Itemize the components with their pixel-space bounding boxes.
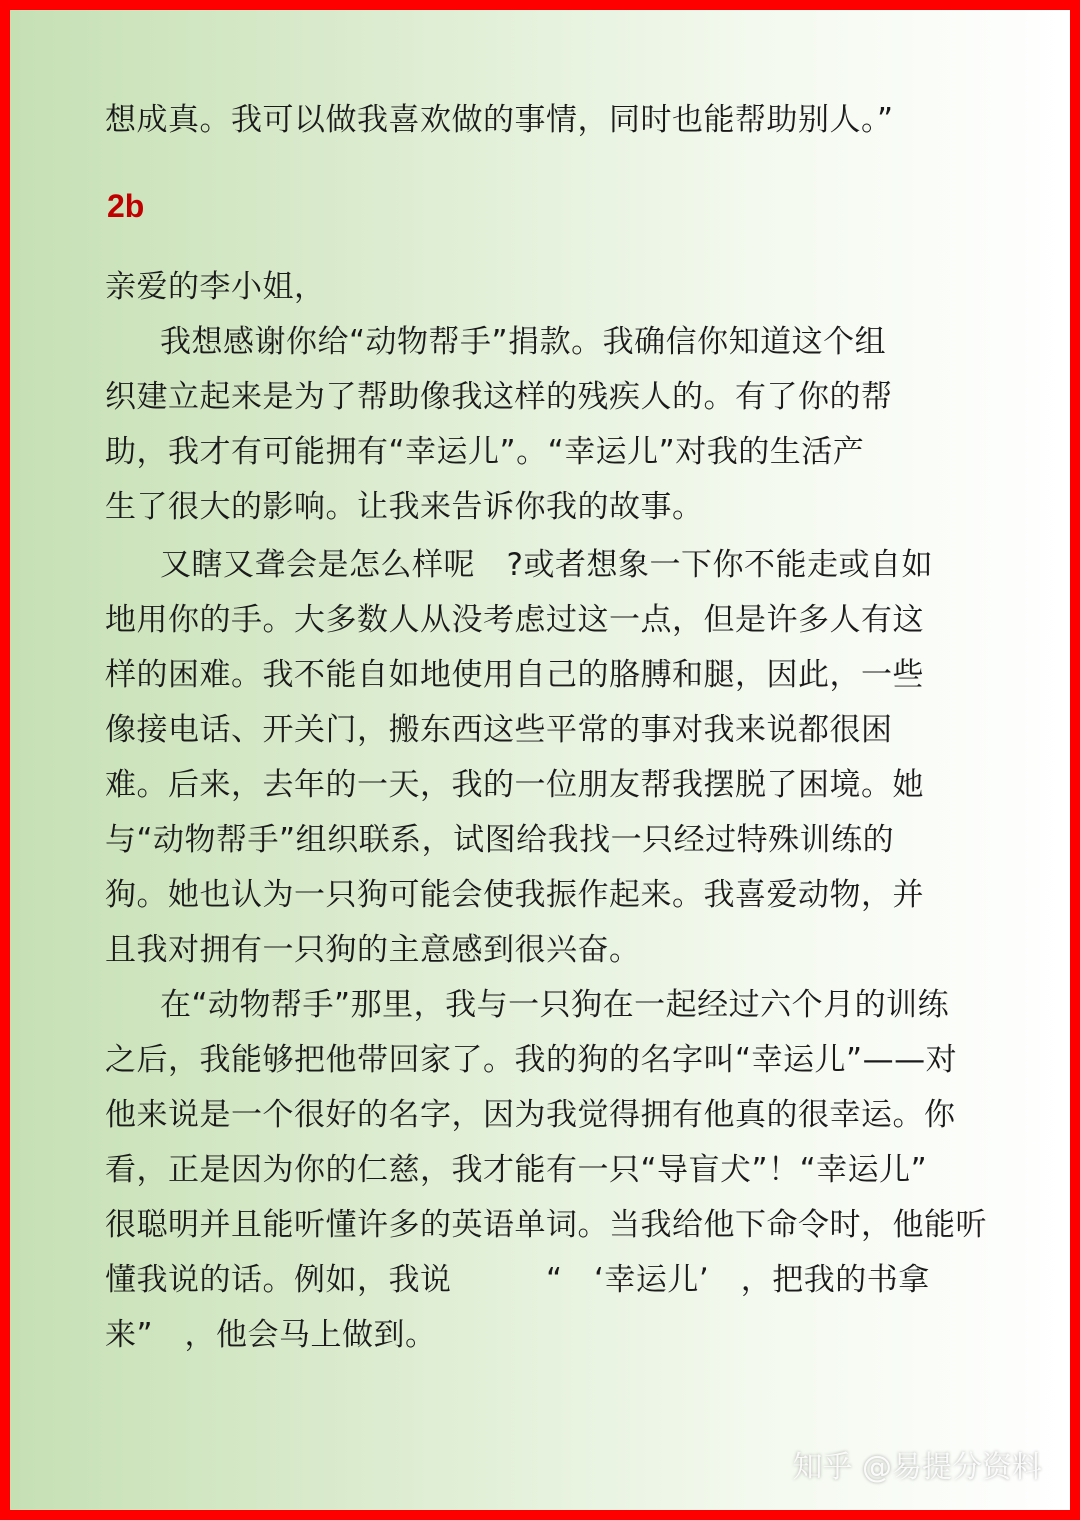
paragraph-line: 他来说是一个很好的名字，因为我觉得拥有他真的很幸运。你 bbox=[105, 1097, 956, 1133]
paragraph-line: 难。后来，去年的一天，我的一位朋友帮我摆脱了困境。她 bbox=[105, 767, 924, 803]
letter-salutation: 亲爱的李小姐， bbox=[105, 269, 326, 305]
zhihu-watermark: 知乎 @易提分资料 bbox=[792, 1450, 1042, 1485]
paragraph-line: 与“动物帮手”组织联系，试图给我找一只经过特殊训练的 bbox=[105, 822, 895, 858]
paragraph-line: 来” ，他会马上做到。 bbox=[105, 1317, 437, 1353]
paragraph-line: 狗。她也认为一只狗可能会使我振作起来。我喜爱动物，并 bbox=[105, 877, 924, 913]
section-heading: 2b bbox=[107, 188, 145, 224]
paragraph-line: 织建立起来是为了帮助像我这样的残疾人的。有了你的帮 bbox=[105, 379, 893, 415]
paragraph-line: 且我对拥有一只狗的主意感到很兴奋。 bbox=[105, 932, 641, 968]
paragraph-line: 生了很大的影响。让我来告诉你我的故事。 bbox=[105, 489, 704, 525]
paragraph-line: 助，我才有可能拥有“幸运儿”。“幸运儿”对我的生活产 bbox=[105, 434, 865, 470]
paragraph-line: 懂我说的话。例如，我说 “ ‘幸运儿’ ，把我的书拿 bbox=[105, 1262, 930, 1298]
paragraph-line: 之后，我能够把他带回家了。我的狗的名字叫“幸运儿”——对 bbox=[105, 1042, 958, 1078]
intro-line: 想成真。我可以做我喜欢做的事情，同时也能帮助别人。” bbox=[105, 102, 894, 138]
paragraph-line: 像接电话、开关门，搬东西这些平常的事对我来说都很困 bbox=[105, 712, 893, 748]
paragraph-line: 又瞎又聋会是怎么样呢 ?或者想象一下你不能走或自如 bbox=[160, 547, 933, 583]
paragraph-line: 看，正是因为你的仁慈，我才能有一只“导盲犬”！“幸运儿” bbox=[105, 1152, 928, 1188]
paragraph-line: 在“动物帮手”那里，我与一只狗在一起经过六个月的训练 bbox=[160, 987, 950, 1023]
paragraph-line: 样的困难。我不能自如地使用自己的胳膊和腿，因此，一些 bbox=[105, 657, 924, 693]
paragraph-line: 很聪明并且能听懂许多的英语单词。当我给他下命令时，他能听 bbox=[105, 1207, 987, 1243]
paragraph-line: 地用你的手。大多数人从没考虑过这一点，但是许多人有这 bbox=[105, 602, 924, 638]
paragraph-line: 我想感谢你给“动物帮手”捐款。我确信你知道这个组 bbox=[160, 324, 887, 360]
